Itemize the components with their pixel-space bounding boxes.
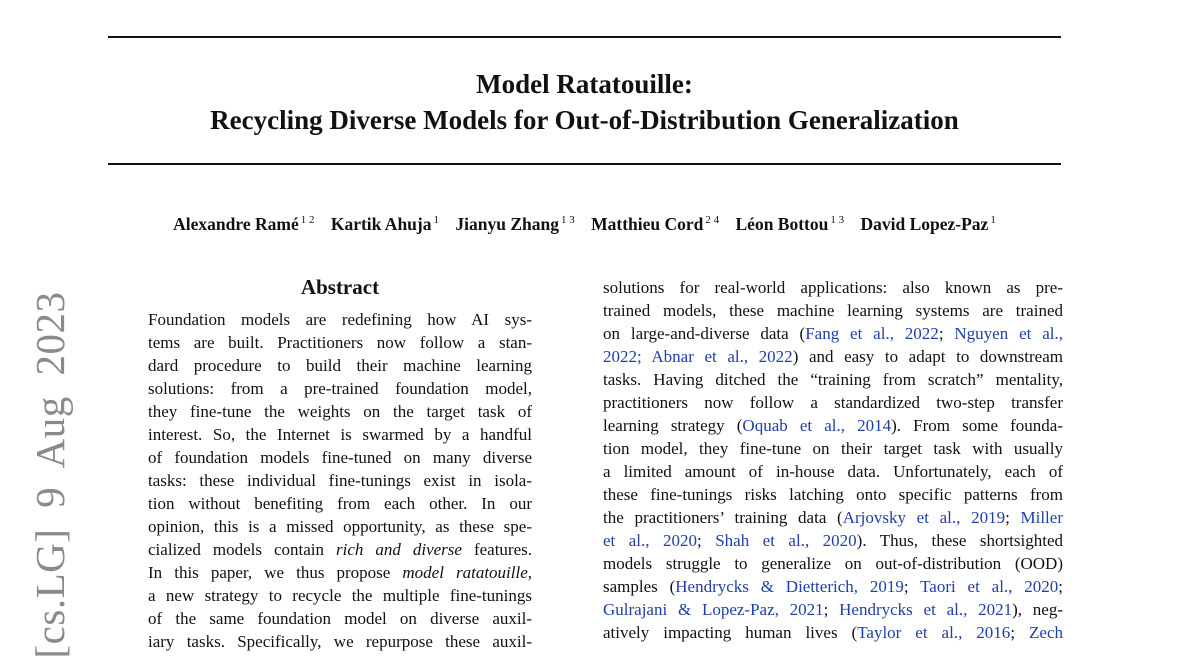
author: Matthieu Cord $^{2 4}$ — [591, 214, 720, 234]
citation-link[interactable]: Taylor et al., 2016 — [857, 623, 1011, 642]
abstract-line: they fine-tune the weights on the target task of — [148, 402, 532, 421]
body-line: et al., 2020; Shah et al., 2020). Thus, these shortsighted — [603, 531, 1063, 550]
body-line: practitioners now follow a standardized two-step transfer — [603, 393, 1063, 412]
emphasis: model ratatouille — [402, 563, 528, 582]
introduction-body — [603, 276, 1063, 644]
abstract-line: cialized models contain rich and diverse features. — [148, 540, 532, 559]
title-rule-bottom — [108, 163, 1061, 165]
body-line: samples (Hendrycks & Dietterich, 2019; Taori et al., 2020; — [603, 577, 1063, 596]
abstract-line: of the same foundation model on diverse auxil- — [148, 609, 532, 628]
body-line: trained models, these machine learning systems are trained — [603, 301, 1063, 320]
abstract-line: Foundation models are redefining how AI sys- — [148, 310, 532, 329]
body-line: solutions for real-world applications: also known as pre- — [603, 278, 1063, 297]
affiliation-marks: 1 3 — [830, 214, 845, 226]
abstract-line: a new strategy to recycle the multiple fine-tunings — [148, 586, 532, 605]
body-line: atively impacting human lives (Taylor et al., 2016; Zech — [603, 623, 1063, 642]
affiliation-marks: 1 3 — [560, 214, 575, 226]
title-line-1: Model Ratatouille: — [476, 69, 693, 99]
author: Jianyu Zhang $^{1 3}$ — [455, 214, 575, 234]
affiliation-marks: 1 — [433, 214, 439, 226]
author: Alexandre Ramé $^{1 2}$ — [173, 214, 315, 234]
body-line: a limited amount of in-house data. Unfortunately, each of — [603, 462, 1063, 481]
abstract-line: In this paper, we thus propose model ratatouille, — [148, 563, 533, 582]
citation-link[interactable]: Oquab et al., 2014 — [742, 416, 892, 435]
author: Kartik Ahuja $^1$ — [330, 214, 439, 234]
citation-link[interactable]: Arjovsky et al., 2019 — [842, 508, 1006, 527]
abstract-line: iary tasks. Specifically, we repurpose these auxil- — [148, 632, 532, 651]
abstract-heading: Abstract — [300, 275, 380, 299]
citation-link[interactable]: Hendrycks et al., 2021 — [839, 600, 1013, 619]
abstract-line: opinion, this is a missed opportunity, as these spe- — [148, 517, 532, 536]
citation-link[interactable]: Taori et al., 2020 — [920, 577, 1059, 596]
affiliation-marks: 1 — [990, 214, 996, 226]
abstract-line: tion without benefiting from each other. In our — [148, 494, 532, 513]
title-line-2: Recycling Diverse Models for Out-of-Distribution Generalization — [210, 105, 959, 135]
author: Léon Bottou $^{1 3}$ — [735, 214, 845, 234]
abstract-body — [148, 308, 532, 653]
title-rule-top — [108, 36, 1061, 38]
abstract-line: tems are built. Practitioners now follow a stan- — [148, 333, 532, 352]
paper-title — [108, 66, 1061, 138]
affiliation-marks: 2 4 — [705, 214, 720, 226]
citation-link[interactable]: 2022 — [603, 347, 637, 366]
body-line: on large-and-diverse data (Fang et al., 2022; Nguyen et al., — [603, 324, 1063, 343]
citation-link[interactable]: Zech — [1029, 623, 1063, 642]
body-line: tion model, they fine-tune on their target task with usually — [603, 439, 1063, 458]
citation-link[interactable]: Miller — [1020, 508, 1063, 527]
body-line: these fine-tunings risks latching onto specific patterns from — [603, 485, 1063, 504]
citation-link[interactable]: Nguyen et al., — [954, 324, 1063, 343]
abstract-line: tasks: these individual fine-tunings exist in isola- — [148, 471, 532, 490]
body-line: Gulrajani & Lopez-Paz, 2021; Hendrycks et al., 2021), neg- — [603, 600, 1063, 619]
body-line: models struggle to generalize on out-of-distribution (OOD) — [603, 554, 1063, 573]
body-line: the practitioners’ training data (Arjovsky et al., 2019; Miller — [603, 508, 1063, 527]
citation-link[interactable]: Fang et al., 2022 — [805, 324, 939, 343]
body-line: 2022; Abnar et al., 2022) and easy to adapt to downstream — [603, 347, 1063, 366]
citation-link[interactable]: et al., 2020 — [603, 531, 697, 550]
emphasis: rich and diverse — [335, 540, 462, 559]
body-line: learning strategy (Oquab et al., 2014). From some founda- — [603, 416, 1063, 435]
citation-link[interactable]: Gulrajani & Lopez-Paz, 2021 — [603, 600, 824, 619]
abstract-line: solutions: from a pre-trained foundation model, — [148, 379, 532, 398]
abstract-line: of foundation models fine-tuned on many diverse — [148, 448, 532, 467]
abstract-line: dard procedure to build their machine learning — [148, 356, 532, 375]
citation-link[interactable]: Shah et al., 2020 — [715, 531, 857, 550]
author: David Lopez-Paz $^1$ — [860, 214, 996, 234]
arxiv-side-stamp: [cs.LG] 9 Aug 2023 — [27, 291, 73, 658]
body-line: tasks. Having ditched the “training from scratch” mentality, — [603, 370, 1063, 389]
abstract-line: interest. So, the Internet is swarmed by a handful — [148, 425, 532, 444]
author-list — [108, 208, 1061, 236]
citation-link[interactable]: Abnar et al., 2022 — [651, 347, 793, 366]
affiliation-marks: 1 2 — [300, 214, 315, 226]
citation-link[interactable]: Hendrycks & Dietterich, 2019 — [675, 577, 904, 596]
